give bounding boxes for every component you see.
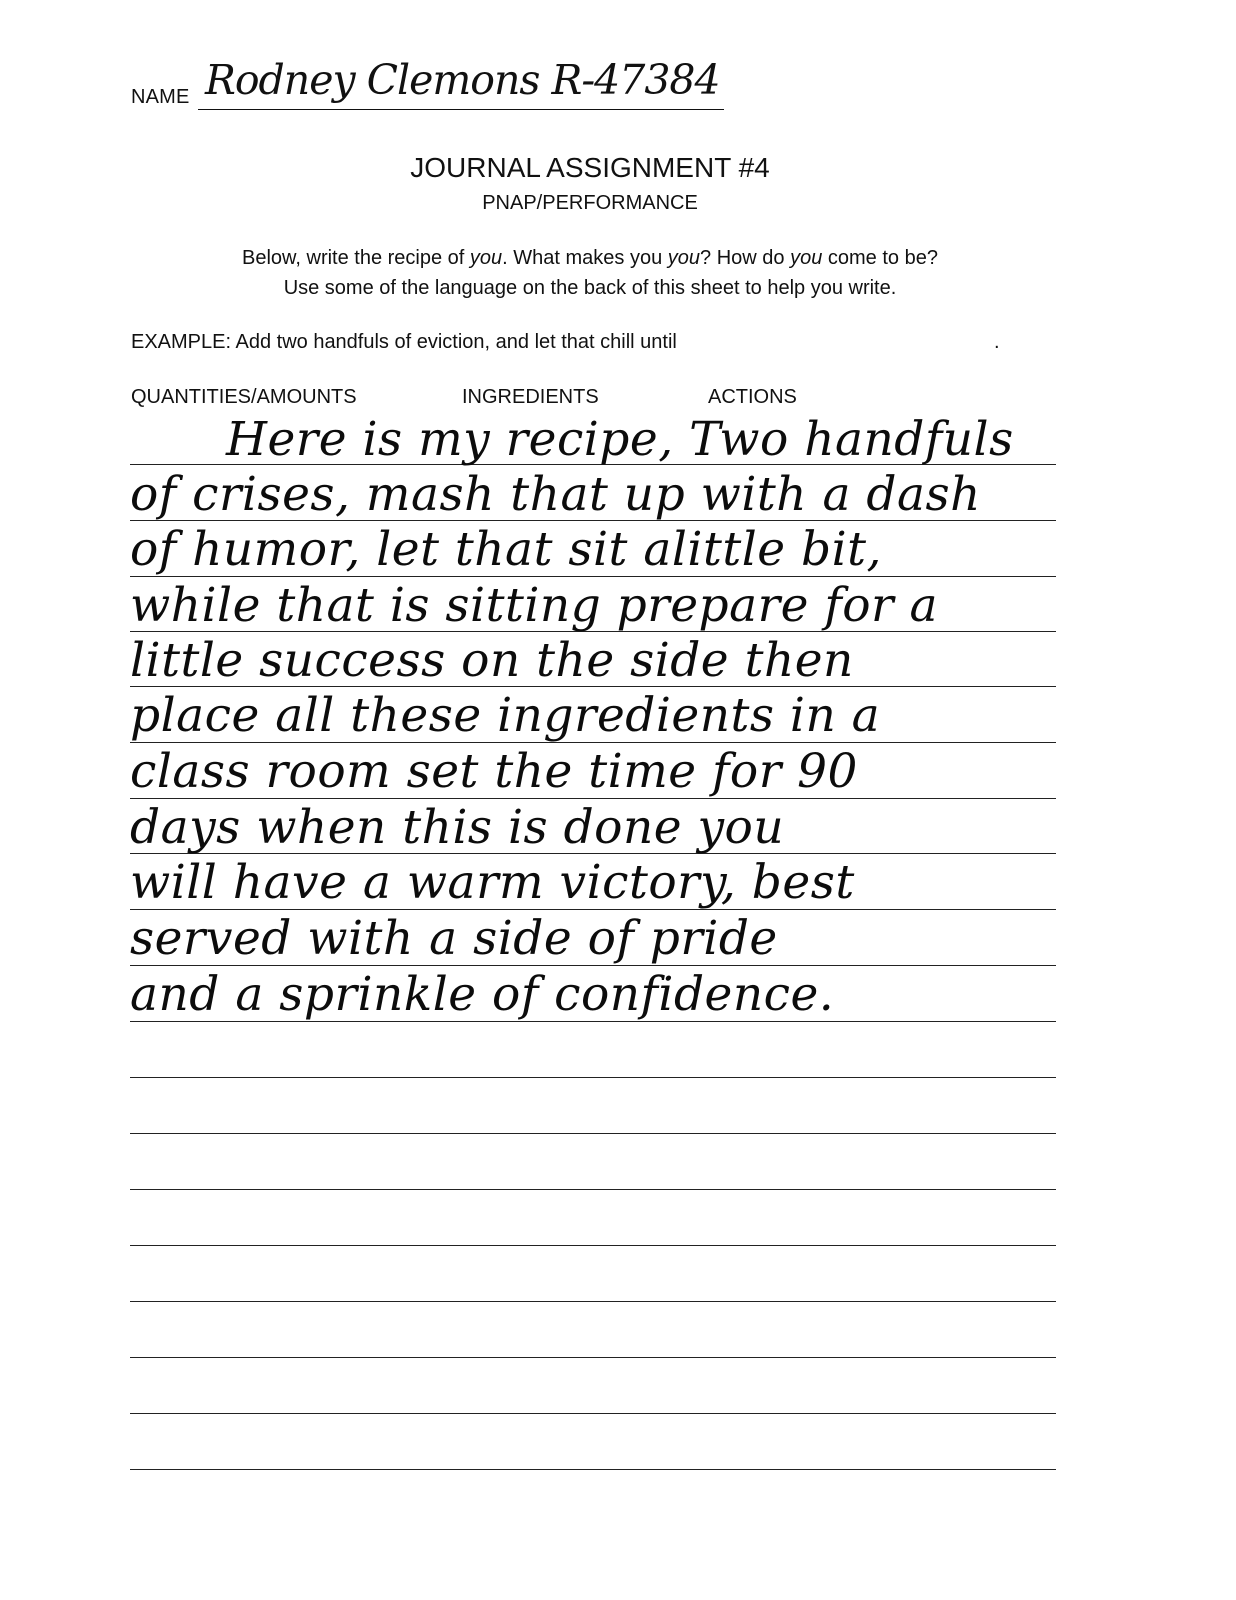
handwritten-line: served with a side of pride — [130, 911, 778, 966]
prompt-text: Below, write the recipe of — [242, 247, 470, 269]
example-end-mark: . — [994, 331, 1000, 353]
prompt-line-1 — [0, 247, 1180, 270]
ruled-line — [130, 1133, 1056, 1134]
handwritten-line: while that is sitting prepare for a — [130, 578, 938, 633]
prompt-emphasis: you — [667, 247, 701, 269]
example-text: EXAMPLE: Add two handfuls of eviction, and let that chill until — [131, 331, 677, 353]
handwritten-line: Here is my recipe, Two handfuls — [226, 412, 1014, 467]
column-header-quantities: QUANTITIES/AMOUNTS — [131, 386, 357, 408]
ruled-line — [130, 1469, 1056, 1470]
name-label: NAME — [131, 86, 190, 108]
prompt-emphasis: you — [790, 247, 823, 269]
ruled-line — [130, 1245, 1056, 1246]
handwritten-line: of humor, let that sit alittle bit, — [130, 522, 882, 577]
prompt-text: come to be? — [822, 247, 938, 269]
prompt-emphasis: you — [469, 247, 503, 269]
handwritten-name: Rodney Clemons R-47384 — [205, 56, 720, 104]
handwritten-line: will have a warm victory, best — [130, 855, 855, 910]
handwritten-line: of crises, mash that up with a dash — [130, 467, 981, 522]
ruled-line — [130, 1413, 1056, 1414]
ruled-line — [130, 1077, 1056, 1078]
ruled-line — [130, 1189, 1056, 1190]
ruled-line — [130, 1357, 1056, 1358]
handwritten-line: little success on the side then — [130, 633, 854, 688]
page-subtitle: PNAP/PERFORMANCE — [482, 192, 698, 214]
column-header-actions: ACTIONS — [708, 386, 797, 408]
page-title-text: JOURNAL ASSIGNMENT #4 — [410, 152, 770, 183]
handwritten-line: and a sprinkle of confidence. — [130, 967, 835, 1022]
page-title — [0, 152, 1180, 184]
prompt-line-2: Use some of the language on the back of this sheet to help you write. — [283, 277, 897, 299]
handwritten-line: days when this is done you — [130, 800, 785, 855]
column-header-ingredients: INGREDIENTS — [462, 386, 599, 408]
handwritten-line: class room set the time for 90 — [130, 744, 858, 799]
ruled-line — [130, 1301, 1056, 1302]
handwritten-line: place all these ingredients in a — [130, 688, 881, 743]
prompt-text: ? How do — [700, 247, 791, 269]
prompt-text: . What makes you — [502, 247, 668, 269]
